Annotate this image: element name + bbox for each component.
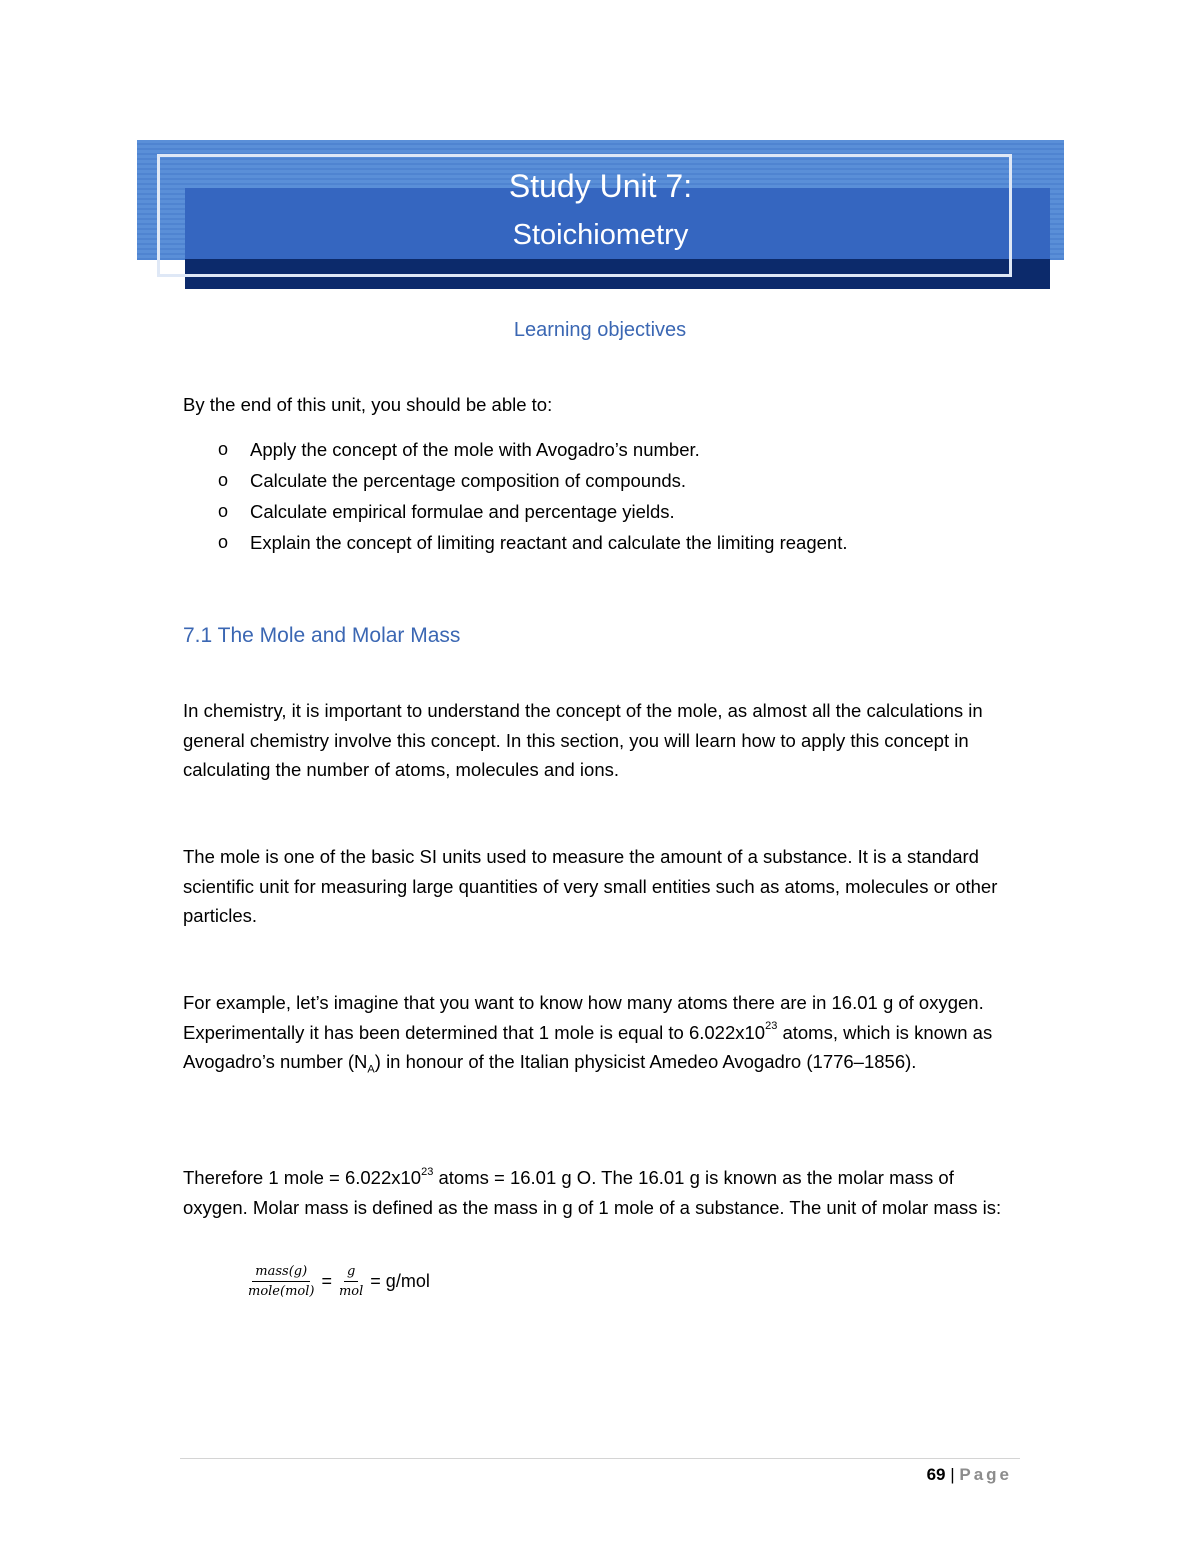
page-footer: [927, 1462, 1012, 1488]
paragraph-avogadro: [183, 988, 1013, 1077]
superscript: 23: [765, 1020, 778, 1033]
footer-separator: |: [945, 1465, 960, 1484]
list-item: [183, 434, 847, 465]
objectives-intro: By the end of this unit, you should be able to:: [183, 394, 553, 415]
page-label: Page: [959, 1465, 1012, 1484]
fraction-mass-over-mole: [245, 1264, 317, 1299]
learning-objectives-heading: Learning objectives: [513, 319, 687, 341]
objective-text: Calculate the percentage composition of compounds.: [250, 470, 687, 491]
text-run: ) in honour of the Italian physicist Amedeo Avogadro (1776–1856).: [374, 1051, 917, 1072]
text-run: atoms = 16.01 g O. The 16.01 g is known as the molar mass of oxygen. Molar mass is defined as the mass in g of 1 mole of a substance. The unit of molar mass is:: [183, 1167, 1002, 1218]
page-number: 69: [926, 1465, 946, 1484]
fraction-numerator: g: [344, 1264, 358, 1282]
paragraph-mole-importance: In chemistry, it is important to understand the concept of the mole, as almost all the calculations in general chemistry involve this concept. In this section, you will learn how to apply this concept in calculating the number of atoms, molecules and ions.: [183, 700, 983, 780]
objective-text: Explain the concept of limiting reactant and calculate the limiting reagent.: [250, 532, 848, 553]
banner-text: [137, 160, 1064, 258]
subscript: A: [367, 1063, 375, 1076]
list-item: [183, 465, 847, 496]
superscript: 23: [421, 1165, 434, 1178]
fraction-denominator: mole(mol): [248, 1284, 315, 1299]
unit-subtitle: Stoichiometry: [512, 219, 689, 251]
fraction-denominator: mol: [338, 1284, 364, 1299]
list-item: [183, 496, 847, 527]
bullet-icon: o: [218, 470, 229, 490]
text-run: atoms, which is known as Avogadro’s number (N: [183, 1021, 993, 1072]
bullet-icon: o: [218, 439, 229, 459]
objectives-list: [183, 434, 847, 558]
section-heading: 7.1 The Mole and Molar Mass: [183, 624, 461, 647]
text-run: For example, let’s imagine that you want to know how many atoms there are in 16.01 g of oxygen. Experimentally it has been determined that 1 mole is equal to 6.022x10: [183, 992, 984, 1043]
footer-divider: [180, 1458, 1020, 1459]
bullet-icon: o: [218, 532, 229, 552]
unit-title: Study Unit 7:: [508, 168, 693, 204]
paragraph-molar-mass: [183, 1163, 1013, 1222]
equals-sign: =: [321, 1271, 332, 1291]
objective-text: Calculate empirical formulae and percentage yields.: [250, 501, 675, 522]
bullet-icon: o: [218, 501, 229, 521]
objective-text: Apply the concept of the mole with Avogadro’s number.: [250, 439, 700, 460]
formula-result: = g/mol: [370, 1271, 430, 1291]
list-item: [183, 527, 847, 558]
molar-mass-formula: [245, 1264, 434, 1299]
fraction-numerator: mass(g): [252, 1264, 310, 1282]
text-run: Therefore 1 mole = 6.022x10: [183, 1167, 422, 1188]
paragraph-mole-definition: The mole is one of the basic SI units used to measure the amount of a substance. It is a standard scientific unit for measuring large quantities of very small entities such as atoms, molecules or other particles.: [183, 846, 998, 926]
fraction-g-over-mol: [336, 1264, 366, 1299]
